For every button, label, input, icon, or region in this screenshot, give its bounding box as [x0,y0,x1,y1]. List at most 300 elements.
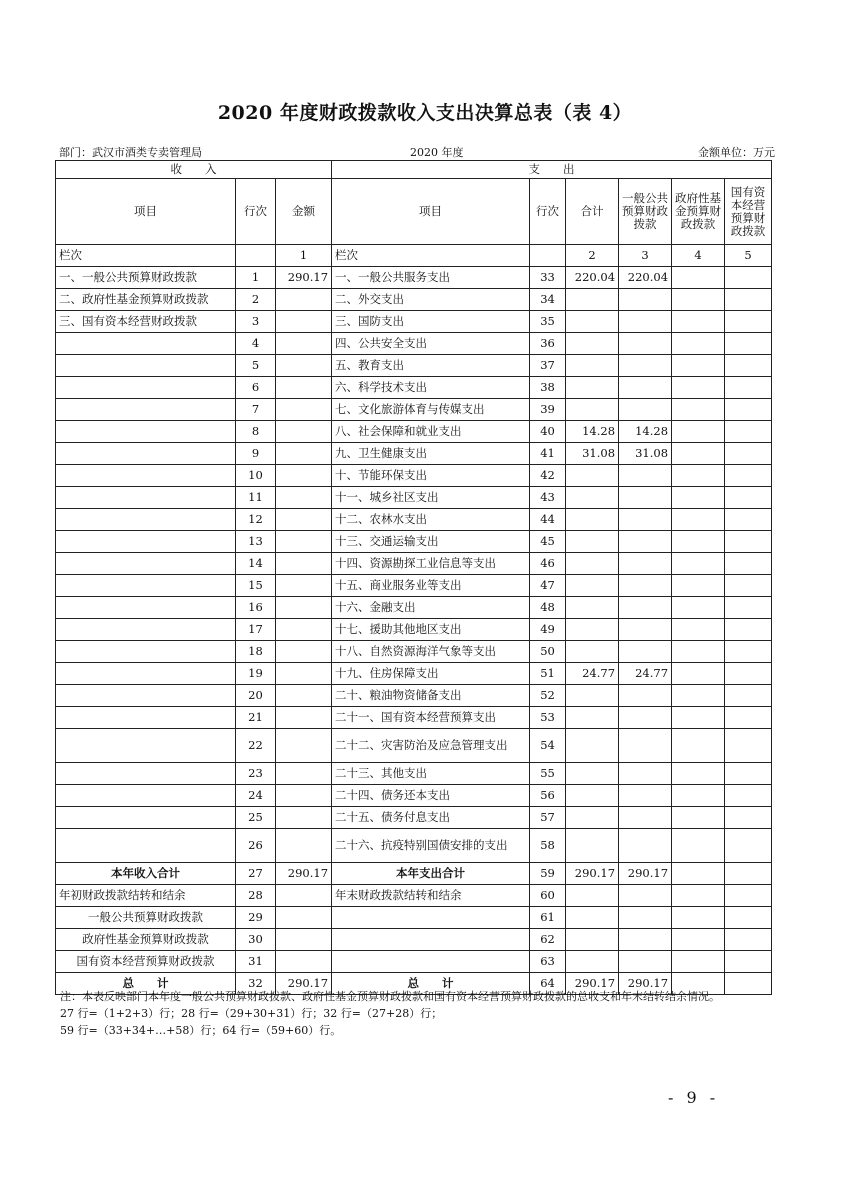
fund-budget-cell [672,929,725,951]
income-rowno-cell: 30 [236,929,276,951]
expense-item-cell: 十五、商业服务业等支出 [332,575,530,597]
fund-budget-cell [672,553,725,575]
income-item-cell [56,829,236,863]
income-amount-cell [276,619,332,641]
table-row [56,707,772,729]
state-capital-cell [725,487,772,509]
expense-item-cell: 二十六、抗疫特别国债安排的支出 [332,829,530,863]
expense-rowno-cell: 33 [530,267,566,289]
note-line: 27 行=（1+2+3）行；28 行=（29+30+31）行；32 行=（27+28）行； [60,1007,443,1020]
income-rowno-cell: 28 [236,885,276,907]
expense-total-cell [566,619,619,641]
income-rowno-cell: 4 [236,333,276,355]
general-budget-cell [619,929,672,951]
income-amount-cell [276,355,332,377]
income-item-cell [56,641,236,663]
income-rowno-cell: 16 [236,597,276,619]
income-amount-cell [276,531,332,553]
income-item-cell [56,421,236,443]
income-rowno-cell: 15 [236,575,276,597]
fund-budget-cell [672,377,725,399]
income-rowno-cell: 27 [236,863,276,885]
expense-item-cell: 二十一、国有资本经营预算支出 [332,707,530,729]
income-rowno-cell: 1 [236,267,276,289]
expense-rowno-cell: 39 [530,399,566,421]
fund-budget-cell [672,421,725,443]
table-row [56,421,772,443]
fund-budget-cell [672,729,725,763]
income-rowno-cell: 18 [236,641,276,663]
general-budget-cell [619,553,672,575]
fund-budget-cell [672,807,725,829]
income-item-cell [56,487,236,509]
expense-item-cell: 九、卫生健康支出 [332,443,530,465]
general-budget-cell: 24.77 [619,663,672,685]
expense-rowno-cell: 52 [530,685,566,707]
fund-budget-cell [672,267,725,289]
income-item-header: 项目 [56,179,236,245]
expense-total-cell [566,465,619,487]
income-rowno-cell: 24 [236,785,276,807]
expense-rowno-cell: 51 [530,663,566,685]
table-row [56,685,772,707]
expense-total-cell: 14.28 [566,421,619,443]
income-item-cell: 三、国有资本经营财政拨款 [56,311,236,333]
unit-label: 金额单位：万元 [698,146,775,159]
table-notes [60,990,772,1041]
income-rowno-cell: 23 [236,763,276,785]
expense-total-cell [566,829,619,863]
income-amount-cell [276,685,332,707]
income-item-cell: 年初财政拨款结转和结余 [56,885,236,907]
state-capital-cell [725,531,772,553]
expense-total-cell [566,333,619,355]
income-item-cell [56,685,236,707]
expense-total-cell: 290.17 [566,973,619,995]
expense-rowno-cell: 56 [530,785,566,807]
general-budget-cell [619,531,672,553]
general-budget-cell [619,355,672,377]
expense-rowno-cell: 50 [530,641,566,663]
fund-budget-cell [672,829,725,863]
expense-rowno-cell: 44 [530,509,566,531]
income-amount-cell [276,465,332,487]
income-amount-cell [276,763,332,785]
expense-item-cell: 十三、交通运输支出 [332,531,530,553]
expense-rowno-cell: 46 [530,553,566,575]
expense-item-cell: 一、一般公共服务支出 [332,267,530,289]
general-budget-cell [619,807,672,829]
expense-rowno-cell: 63 [530,951,566,973]
expense-rowno-cell: 49 [530,619,566,641]
fund-budget-cell [672,641,725,663]
year-label: 2020 年度 [410,146,464,159]
expense-total-cell: 24.77 [566,663,619,685]
table-row [56,763,772,785]
income-rowno-cell: 21 [236,707,276,729]
income-amount-cell [276,487,332,509]
table-row [56,907,772,929]
general-budget-header: 一般公共预算财政拨款 [619,179,672,245]
expense-item-cell: 二十二、灾害防治及应急管理支出 [332,729,530,763]
fund-budget-cell [672,465,725,487]
income-item-cell [56,465,236,487]
state-capital-cell [725,597,772,619]
income-item-cell: 总 计 [56,973,236,995]
income-amount-cell [276,663,332,685]
table-row [56,311,772,333]
expense-rowno-cell: 47 [530,575,566,597]
fund-budget-cell [672,399,725,421]
expense-total-cell [566,311,619,333]
expense-total-cell [566,377,619,399]
income-rowno-cell: 5 [236,355,276,377]
expense-rowno-cell: 38 [530,377,566,399]
fund-budget-cell [672,685,725,707]
general-budget-cell: 290.17 [619,973,672,995]
fund-budget-cell [672,531,725,553]
income-rowno-cell: 3 [236,311,276,333]
income-rowno-cell: 19 [236,663,276,685]
state-capital-cell [725,863,772,885]
expense-total-cell [566,707,619,729]
income-amount-cell [276,311,332,333]
income-item-cell [56,785,236,807]
table-row [56,487,772,509]
fund-budget-cell [672,619,725,641]
expense-total-cell: 220.04 [566,267,619,289]
general-budget-cell [619,509,672,531]
table-meta [55,144,775,160]
expense-item-cell: 八、社会保障和就业支出 [332,421,530,443]
table-row [56,807,772,829]
table-row [56,553,772,575]
column-index-label-left: 栏次 [56,245,236,267]
expense-item-cell: 二十四、债务还本支出 [332,785,530,807]
income-rowno-cell: 20 [236,685,276,707]
general-budget-cell [619,829,672,863]
expense-item-cell: 十六、金融支出 [332,597,530,619]
general-budget-cell [619,377,672,399]
expense-total-cell [566,289,619,311]
fund-budget-cell [672,663,725,685]
expense-item-cell: 二十三、其他支出 [332,763,530,785]
expense-rowno-cell: 64 [530,973,566,995]
column-index-5: 5 [725,245,772,267]
expense-rowno-cell: 34 [530,289,566,311]
expense-item-cell: 十七、援助其他地区支出 [332,619,530,641]
state-capital-cell [725,807,772,829]
income-amount-cell [276,289,332,311]
general-budget-cell [619,465,672,487]
state-capital-cell [725,553,772,575]
expense-rowno-cell: 57 [530,807,566,829]
expense-total-cell: 290.17 [566,863,619,885]
fund-budget-cell [672,443,725,465]
income-item-cell: 本年收入合计 [56,863,236,885]
income-rowno-cell: 32 [236,973,276,995]
expense-total-cell [566,531,619,553]
income-amount-cell [276,575,332,597]
department-label: 部门：武汉市酒类专卖管理局 [59,146,202,159]
general-budget-cell [619,597,672,619]
expense-rowno-cell: 41 [530,443,566,465]
expense-rowno-cell: 40 [530,421,566,443]
income-rowno-cell: 6 [236,377,276,399]
expense-rowno-cell: 61 [530,907,566,929]
general-budget-cell [619,619,672,641]
column-index-1: 1 [276,245,332,267]
expense-total-cell [566,929,619,951]
income-item-cell: 政府性基金预算财政拨款 [56,929,236,951]
general-budget-cell [619,729,672,763]
general-budget-cell [619,575,672,597]
expense-rowno-cell: 58 [530,829,566,863]
expense-item-cell: 年末财政拨款结转和结余 [332,885,530,907]
income-amount-cell [276,421,332,443]
income-item-cell [56,807,236,829]
fund-budget-cell [672,487,725,509]
expense-total-cell [566,553,619,575]
fund-budget-cell [672,707,725,729]
table-row [56,333,772,355]
expense-item-cell: 本年支出合计 [332,863,530,885]
table-row [56,929,772,951]
income-item-cell: 一、一般公共预算财政拨款 [56,267,236,289]
expense-item-cell: 十一、城乡社区支出 [332,487,530,509]
income-item-cell [56,707,236,729]
income-amount-cell [276,807,332,829]
expense-total-cell [566,355,619,377]
page-title: 2020 年度财政拨款收入支出决算总表（表 4） [217,102,633,124]
expense-item-cell [332,951,530,973]
general-budget-cell [619,289,672,311]
income-item-cell [56,443,236,465]
expense-total-cell [566,641,619,663]
expense-total-header: 合计 [566,179,619,245]
expense-item-cell: 二十、粮油物资储备支出 [332,685,530,707]
state-capital-cell [725,575,772,597]
expense-item-cell: 十、节能环保支出 [332,465,530,487]
income-item-cell [56,729,236,763]
fund-budget-header: 政府性基金预算财政拨款 [672,179,725,245]
state-capital-cell [725,355,772,377]
expense-rowno-cell: 62 [530,929,566,951]
state-capital-cell [725,619,772,641]
table-row [56,951,772,973]
income-amount-cell [276,929,332,951]
expense-item-cell: 六、科学技术支出 [332,377,530,399]
expense-total-cell [566,575,619,597]
table-row [56,399,772,421]
expense-rowno-cell: 43 [530,487,566,509]
income-amount-header: 金额 [276,179,332,245]
expense-item-cell: 十九、住房保障支出 [332,663,530,685]
income-rowno-cell: 29 [236,907,276,929]
general-budget-cell: 14.28 [619,421,672,443]
expense-total-cell: 31.08 [566,443,619,465]
general-budget-cell [619,763,672,785]
column-index-3: 3 [619,245,672,267]
expense-item-cell: 十四、资源勘探工业信息等支出 [332,553,530,575]
state-capital-cell [725,509,772,531]
income-item-cell [56,763,236,785]
expense-item-header: 项目 [332,179,530,245]
income-amount-cell [276,907,332,929]
income-item-cell: 一般公共预算财政拨款 [56,907,236,929]
expense-rowno-cell: 54 [530,729,566,763]
income-amount-cell [276,729,332,763]
expense-item-cell: 五、教育支出 [332,355,530,377]
table-row [56,785,772,807]
expense-total-cell [566,951,619,973]
state-capital-cell [725,685,772,707]
table-row [56,509,772,531]
income-rowno-cell: 12 [236,509,276,531]
state-capital-cell [725,641,772,663]
fund-budget-cell [672,311,725,333]
income-amount-cell: 290.17 [276,973,332,995]
state-capital-cell [725,785,772,807]
state-capital-cell [725,377,772,399]
income-rowno-cell: 26 [236,829,276,863]
fund-budget-cell [672,509,725,531]
expense-total-cell [566,907,619,929]
table-row [56,663,772,685]
expense-item-cell: 二十五、债务付息支出 [332,807,530,829]
general-budget-cell [619,885,672,907]
page-number: - 9 - [668,1088,720,1107]
state-capital-cell [725,729,772,763]
general-budget-cell: 290.17 [619,863,672,885]
income-amount-cell [276,443,332,465]
state-capital-cell [725,267,772,289]
income-amount-cell [276,641,332,663]
expense-section-header: 支 出 [332,161,772,179]
expense-total-cell [566,487,619,509]
expense-item-cell [332,929,530,951]
income-rowno-cell: 25 [236,807,276,829]
income-item-cell [56,377,236,399]
state-capital-cell [725,829,772,863]
state-capital-cell [725,763,772,785]
table-row [56,619,772,641]
expense-total-cell [566,399,619,421]
income-amount-cell [276,951,332,973]
expense-rowno-cell: 55 [530,763,566,785]
general-budget-cell [619,399,672,421]
income-item-cell [56,355,236,377]
state-capital-cell [725,929,772,951]
expense-total-cell [566,763,619,785]
income-item-cell [56,509,236,531]
income-rowno-cell: 8 [236,421,276,443]
expense-item-cell: 七、文化旅游体育与传媒支出 [332,399,530,421]
note-line: 59 行=（33+34+…+58）行；64 行=（59+60）行。 [60,1024,342,1037]
income-item-cell: 国有资本经营预算财政拨款 [56,951,236,973]
expense-total-cell [566,597,619,619]
income-amount-cell: 290.17 [276,863,332,885]
income-amount-cell [276,509,332,531]
column-index-label-right: 栏次 [332,245,530,267]
fund-budget-cell [672,763,725,785]
fiscal-summary-table [55,160,772,995]
expense-rowno-cell: 53 [530,707,566,729]
expense-item-cell: 三、国防支出 [332,311,530,333]
general-budget-cell [619,907,672,929]
income-rowno-cell: 11 [236,487,276,509]
table-row [56,465,772,487]
state-capital-cell [725,399,772,421]
expense-rowno-cell: 59 [530,863,566,885]
expense-rowno-header: 行次 [530,179,566,245]
general-budget-cell [619,951,672,973]
note-line: 注：本表反映部门本年度一般公共预算财政拨款、政府性基金预算财政拨款和国有资本经营预算财政拨款的总收支和年末结转结余情况。 [60,990,720,1003]
state-capital-cell [725,333,772,355]
state-capital-cell [725,465,772,487]
income-item-cell [56,619,236,641]
expense-item-cell [332,907,530,929]
income-amount-cell [276,597,332,619]
state-capital-cell [725,421,772,443]
fund-budget-cell [672,907,725,929]
income-rowno-cell: 2 [236,289,276,311]
table-row [56,443,772,465]
general-budget-cell: 220.04 [619,267,672,289]
column-index-4: 4 [672,245,725,267]
table-row [56,355,772,377]
income-item-cell [56,597,236,619]
expense-rowno-cell: 48 [530,597,566,619]
expense-total-cell [566,729,619,763]
general-budget-cell [619,641,672,663]
state-capital-cell [725,289,772,311]
income-amount-cell: 290.17 [276,267,332,289]
expense-total-cell [566,807,619,829]
income-rowno-cell: 10 [236,465,276,487]
income-rowno-cell: 14 [236,553,276,575]
income-rowno-header: 行次 [236,179,276,245]
table-row [56,531,772,553]
fund-budget-cell [672,785,725,807]
fund-budget-cell [672,289,725,311]
income-rowno-cell: 17 [236,619,276,641]
general-budget-cell: 31.08 [619,443,672,465]
fund-budget-cell [672,597,725,619]
state-capital-cell [725,951,772,973]
state-capital-header: 国有资本经营预算财政拨款 [725,179,772,245]
income-amount-cell [276,377,332,399]
income-rowno-cell: 7 [236,399,276,421]
table-row [56,885,772,907]
expense-item-cell: 十二、农林水支出 [332,509,530,531]
income-item-cell: 二、政府性基金预算财政拨款 [56,289,236,311]
table-row [56,575,772,597]
expense-rowno-cell: 37 [530,355,566,377]
expense-item-cell: 总 计 [332,973,530,995]
income-item-cell [56,399,236,421]
income-rowno-cell: 13 [236,531,276,553]
expense-total-cell [566,509,619,531]
table-row [56,377,772,399]
state-capital-cell [725,663,772,685]
table-row [56,829,772,863]
income-rowno-cell: 22 [236,729,276,763]
expense-rowno-cell: 35 [530,311,566,333]
general-budget-cell [619,333,672,355]
income-amount-cell [276,399,332,421]
expense-rowno-cell: 36 [530,333,566,355]
